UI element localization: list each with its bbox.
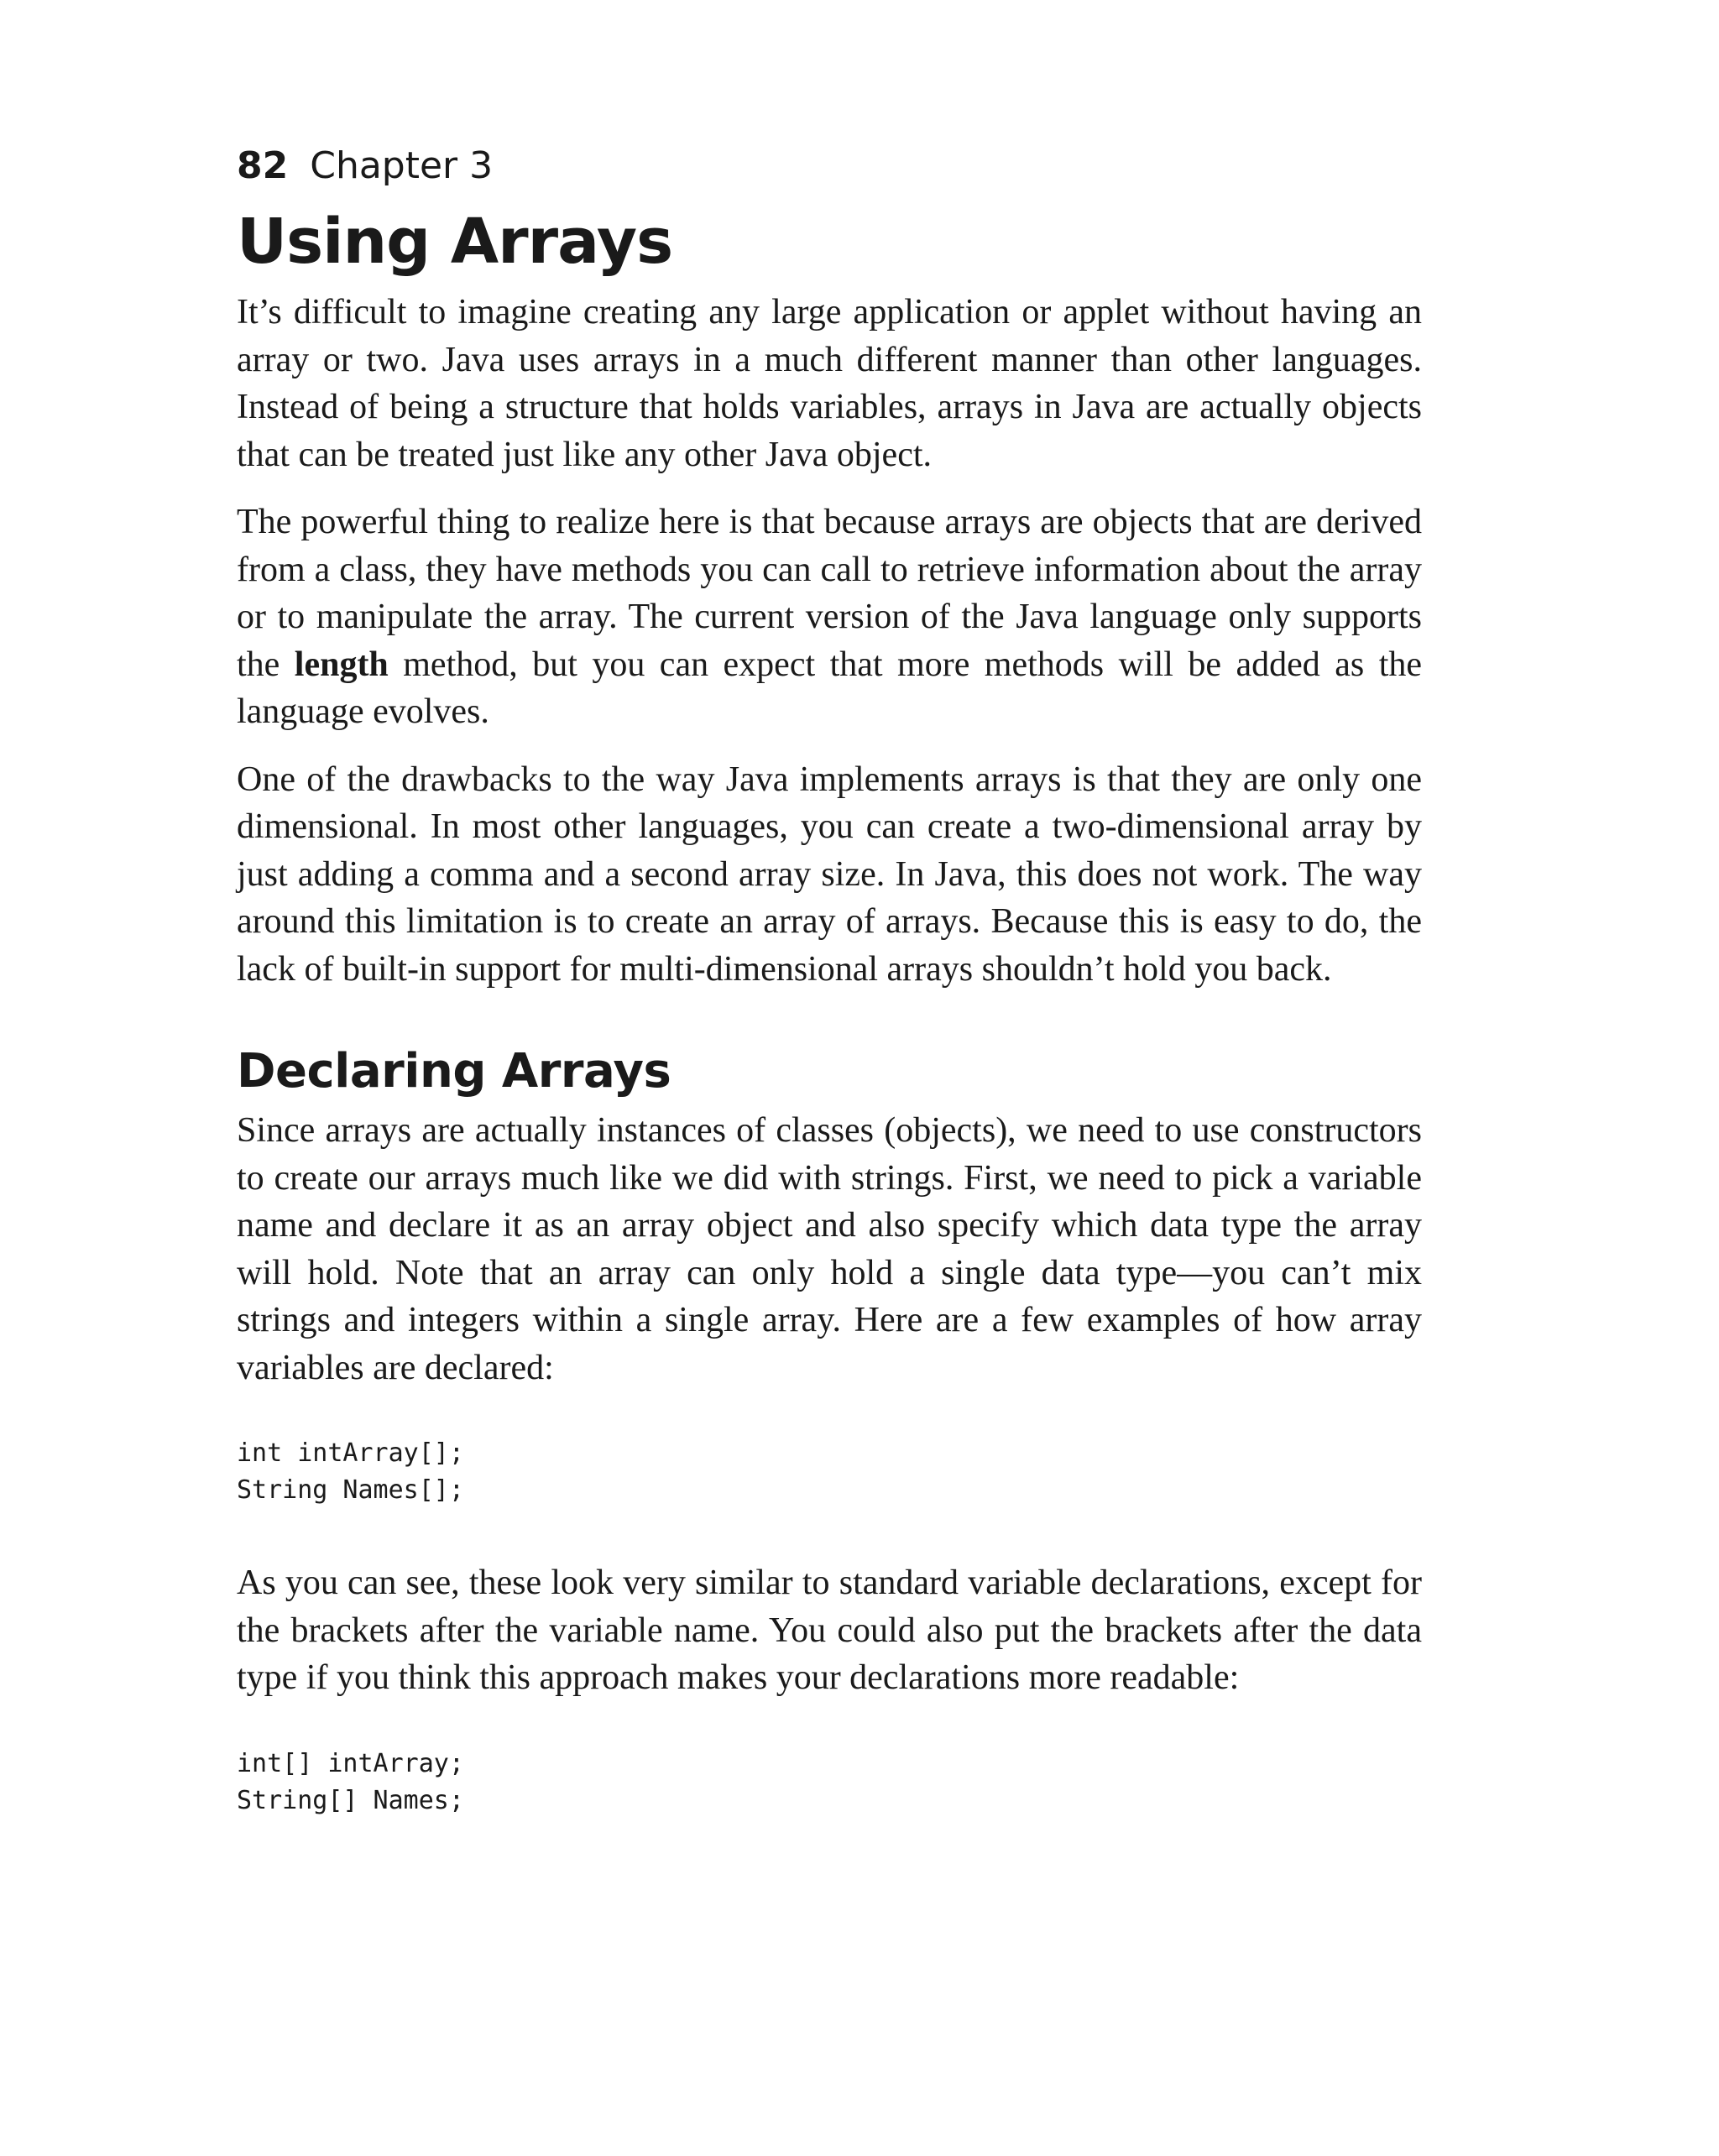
code-block-2	[237, 1746, 1422, 1819]
chapter-label: Chapter 3	[310, 144, 494, 187]
code-line: String[] Names;	[237, 1785, 464, 1815]
code-line: String Names[];	[237, 1475, 464, 1505]
code-line: int[] intArray;	[237, 1748, 464, 1778]
code-block-1	[237, 1435, 1422, 1509]
body-paragraph-3: One of the drawbacks to the way Java implements arrays is that they are only one dimensional. In most other languages, you can create a two-dimensional array by just adding a comma and a second array size. In Java, this does not work. The way around this limitation is to create an array of arrays. Because this is easy to do, the lack of built-in support for multi-dimensional arrays shouldn’t hold you back.	[237, 760, 1422, 989]
body-paragraph-4: Since arrays are actually instances of classes (objects), we need to use constructors to create our arrays much like we did with strings. First, we need to pick a variable name and declare it as an array object and also specify which data type the array will hold. Note that an array can only hold a single data type—you can’t mix strings and integers within a single array. Here are a few examples of how array variables are declared:	[237, 1111, 1422, 1387]
body-paragraph-1: It’s difficult to imagine creating any large application or applet without having an array or two. Java uses arrays in a much different manner than other languages. Instead of being a structure that holds variables, arrays in Java are actually objects that can be treated just like any other Java object.	[237, 293, 1422, 474]
section-title: Using Arrays	[237, 206, 673, 278]
paragraph-text: The powerful thing to realize here is that because arrays are objects that are derived from a class, they have methods you can call to retrieve information about the array or to manipulate the array. The current version of the Java language only supports the	[237, 503, 1422, 684]
paragraph-text: method, but you can expect that more methods will be added as the language evolves.	[237, 645, 1423, 731]
page-number: 82	[237, 144, 289, 187]
running-head	[237, 143, 1422, 190]
length-method-term: length	[294, 645, 389, 684]
body-paragraph-5: As you can see, these look very similar to standard variable declarations, except for the brackets after the variable name. You could also put the brackets after the data type if you think this approach makes your declarations more readable:	[237, 1563, 1422, 1697]
book-page	[237, 143, 1422, 1870]
body-paragraph-2	[237, 499, 1422, 736]
subsection-title: Declaring Arrays	[237, 1044, 671, 1099]
code-line: int intArray[];	[237, 1438, 464, 1468]
